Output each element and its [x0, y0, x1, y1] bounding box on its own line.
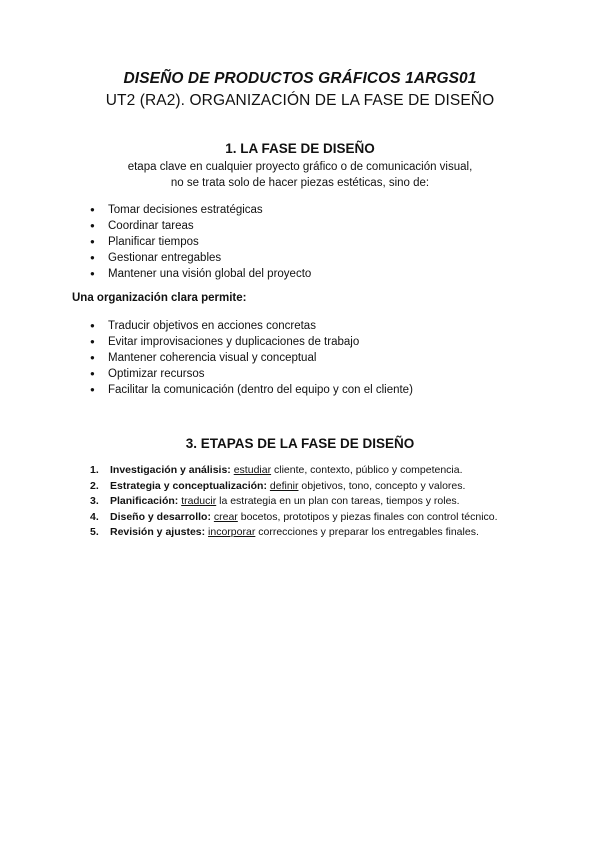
list-item: ● Optimizar recursos [90, 366, 413, 382]
list-item: ● Gestionar entregables [90, 250, 311, 266]
list-item: ● Tomar decisiones estratégicas [90, 202, 311, 218]
section-1-intro [0, 159, 600, 191]
document-subtitle: UT2 (RA2). ORGANIZACIÓN DE LA FASE DE DISEÑO [105, 92, 495, 109]
section-3-heading: 3. ETAPAS DE LA FASE DE DISEÑO [185, 436, 415, 451]
step-number: 3. [90, 495, 99, 507]
list-item: ● Coordinar tareas [90, 218, 311, 234]
list-item: ● Mantener coherencia visual y conceptual [90, 350, 413, 366]
step-description: bocetos, prototipos y piezas finales con control técnico. [237, 510, 498, 523]
step-term: Diseño y desarrollo: [110, 510, 211, 523]
design-phase-bullet-list [90, 202, 311, 282]
step-description: la estrategia en un plan con tareas, tiempos y roles. [216, 495, 460, 507]
step-number: 4. [90, 510, 99, 523]
list-item: ● Mantener una visión global del proyecto [90, 266, 311, 282]
step-description: objetivos, tono, concepto y valores. [298, 479, 466, 492]
list-item [90, 510, 498, 526]
organization-bullet-list [90, 318, 413, 398]
step-term: Revisión y ajustes: [110, 526, 206, 538]
step-verb: estudiar [233, 464, 272, 476]
step-number: 5. [90, 526, 99, 538]
step-term: Planificación: [110, 495, 179, 507]
step-verb: crear [213, 510, 238, 523]
step-term: Estrategia y conceptualización: [110, 479, 267, 492]
list-item: ● Traducir objetivos en acciones concretas [90, 318, 413, 334]
step-term: Investigación y análisis: [110, 464, 231, 476]
list-item: ● Planificar tiempos [90, 234, 311, 250]
list-item [90, 479, 498, 495]
list-item [90, 463, 498, 479]
intro-line-1: etapa clave en cualquier proyecto gráfico o de comunicación visual, [127, 161, 473, 173]
intro-line-2: no se trata solo de hacer piezas estéticas, sino de: [170, 177, 430, 189]
section-1-heading: 1. LA FASE DE DISEÑO [225, 141, 375, 156]
step-verb: incorporar [208, 526, 256, 538]
step-number: 1. [90, 464, 99, 476]
step-number: 2. [90, 479, 99, 492]
step-description: cliente, contexto, público y competencia. [271, 464, 463, 476]
step-verb: definir [269, 479, 299, 492]
step-verb: traducir [181, 495, 217, 507]
organization-label: Una organización clara permite: [72, 292, 247, 304]
step-description: correcciones y preparar los entregables finales. [255, 526, 479, 538]
document-title: DISEÑO DE PRODUCTOS GRÁFICOS 1ARGS01 [123, 70, 477, 87]
list-item: ● Facilitar la comunicación (dentro del equipo y con el cliente) [90, 382, 413, 398]
stages-numbered-list [90, 463, 498, 541]
list-item: ● Evitar improvisaciones y duplicaciones de trabajo [90, 334, 413, 350]
list-item [90, 525, 498, 541]
list-item [90, 494, 498, 510]
